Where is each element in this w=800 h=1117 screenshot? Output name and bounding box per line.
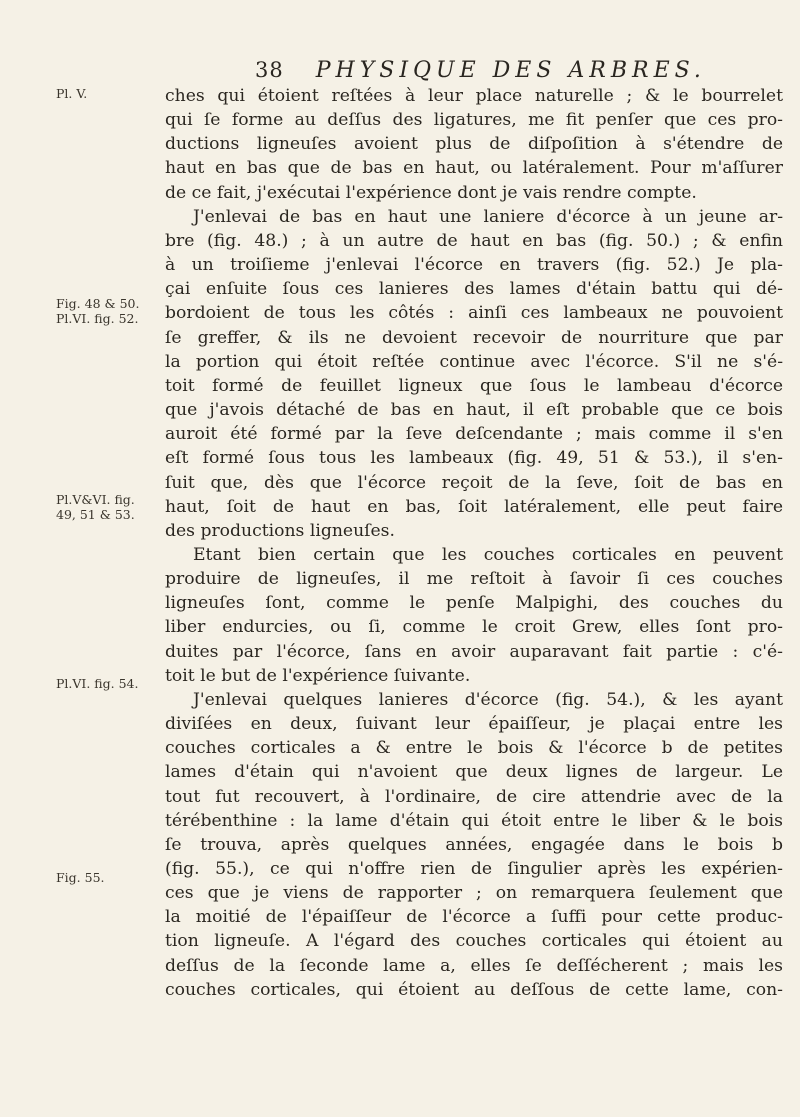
text-line: produire de ligneuſes, il me reſtoit à ſavoir ſi ces couches <box>165 569 783 590</box>
text-line: toit le but de l'expérience ſuivante. <box>165 665 471 686</box>
text-line: tout fut recouvert, à l'ordinaire, de cire attendrie avec de la <box>165 786 783 807</box>
text-line: çai enſuite ſous ces lanieres des lames d'étain battu qui dé- <box>165 279 783 300</box>
text-line: bre (fig. 48.) ; à un autre de haut en bas (fig. 50.) ; & enfin <box>165 230 783 251</box>
margin-note: Fig. 48 & 50. Pl.VI. fig. 52. <box>56 296 140 326</box>
page-number: 38 <box>255 58 284 82</box>
text-line: lames d'étain qui n'avoient que deux lignes de largeur. Le <box>165 762 783 783</box>
text-line: haut en bas que de bas en haut, ou latéralement. Pour m'aſſurer <box>165 158 783 179</box>
text-line: ligneuſes ſont, comme le penſe Malpighi, des couches du <box>165 593 783 614</box>
text-line: de ce fait, j'exécutai l'expérience dont je vais rendre compte. <box>165 182 697 203</box>
text-line: des productions ligneuſes. <box>165 520 395 541</box>
text-line: qui ſe forme au deſſus des ligatures, me fit penſer que ces pro- <box>165 110 783 131</box>
margin-note: Pl. V. <box>56 86 88 101</box>
margin-note: Pl.VI. fig. 54. <box>56 676 139 691</box>
text-line: ſe greffer, & ils ne devoient recevoir de nourriture que par <box>165 327 783 348</box>
running-title: PHYSIQUE DES ARBRES. <box>315 58 706 83</box>
text-line: diviſées en deux, ſuivant leur épaiſſeur, je plaçai entre les <box>165 714 783 735</box>
text-line: bordoient de tous les côtés : ainſi ces lambeaux ne pouvoient <box>165 303 783 324</box>
text-line: (fig. 55.), ce qui n'offre rien de ſingulier après les expérien- <box>165 859 783 879</box>
margin-note: Pl.V&VI. fig. 49, 51 & 53. <box>56 492 135 522</box>
paragraph <box>165 543 783 688</box>
text-line: deſſus de la ſeconde lame a, elles ſe deſſécherent ; mais les <box>165 955 783 976</box>
text-line: eſt formé ſous tous les lambeaux (fig. 49, 51 & 53.), il s'en- <box>165 448 783 469</box>
text-line: ſuit que, dès que l'écorce reçoit de la ſeve, ſoit de bas en <box>165 472 783 493</box>
text-line: Etant bien certain que les couches corticales en peuvent <box>193 544 783 565</box>
text-line: ches qui étoient reſtées à leur place naturelle ; & le bourrelet <box>165 86 783 106</box>
text-line: liber endurcies, ou ſi, comme le croit Grew, elles ſont pro- <box>165 617 783 638</box>
body-text <box>165 84 783 1002</box>
text-line: la moitié de l'épaiſſeur de l'écorce a ſuffi pour cette produc- <box>165 907 783 928</box>
text-line: à un troiſieme j'enlevai l'écorce en travers (fig. 52.) Je pla- <box>165 255 783 276</box>
text-line: couches corticales, qui étoient au deſſous de cette lame, con- <box>165 979 783 1000</box>
text-line: auroit été formé par la ſeve deſcendante ; mais comme il s'en <box>165 424 783 445</box>
text-line: ces que je viens de rapporter ; on remarquera ſeulement que <box>165 883 783 904</box>
text-line: J'enlevai de bas en haut une laniere d'écorce à un jeune ar- <box>193 206 783 227</box>
paragraph <box>165 84 783 205</box>
text-line: la portion qui étoit reſtée continue avec l'écorce. S'il ne s'é- <box>165 351 783 372</box>
text-line: couches corticales a & entre le bois & l'écorce b de petites <box>165 738 783 759</box>
text-line: tion ligneuſe. A l'égard des couches corticales qui étoient au <box>165 931 783 952</box>
text-line: J'enlevai quelques lanieres d'écorce (fig. 54.), & les ayant <box>193 689 783 710</box>
paragraph <box>165 688 783 1002</box>
running-header <box>255 58 706 83</box>
text-line: haut, ſoit de haut en bas, ſoit latéralement, elle peut faire <box>165 496 783 517</box>
text-line: térébenthine : la lame d'étain qui étoit entre le liber & le bois <box>165 810 783 831</box>
paragraph <box>165 205 783 543</box>
text-line: que j'avois détaché de bas en haut, il eſt probable que ce bois <box>165 400 783 421</box>
text-line: ductions ligneuſes avoient plus de diſpoſition à s'étendre de <box>165 134 783 155</box>
text-line: duites par l'écorce, ſans en avoir auparavant fait partie : c'é- <box>165 641 783 662</box>
text-line: ſe trouva, après quelques années, engagée dans le bois b <box>165 834 783 855</box>
text-line: toit formé de feuillet ligneux que ſous le lambeau d'écorce <box>165 375 783 396</box>
margin-note: Fig. 55. <box>56 870 105 885</box>
